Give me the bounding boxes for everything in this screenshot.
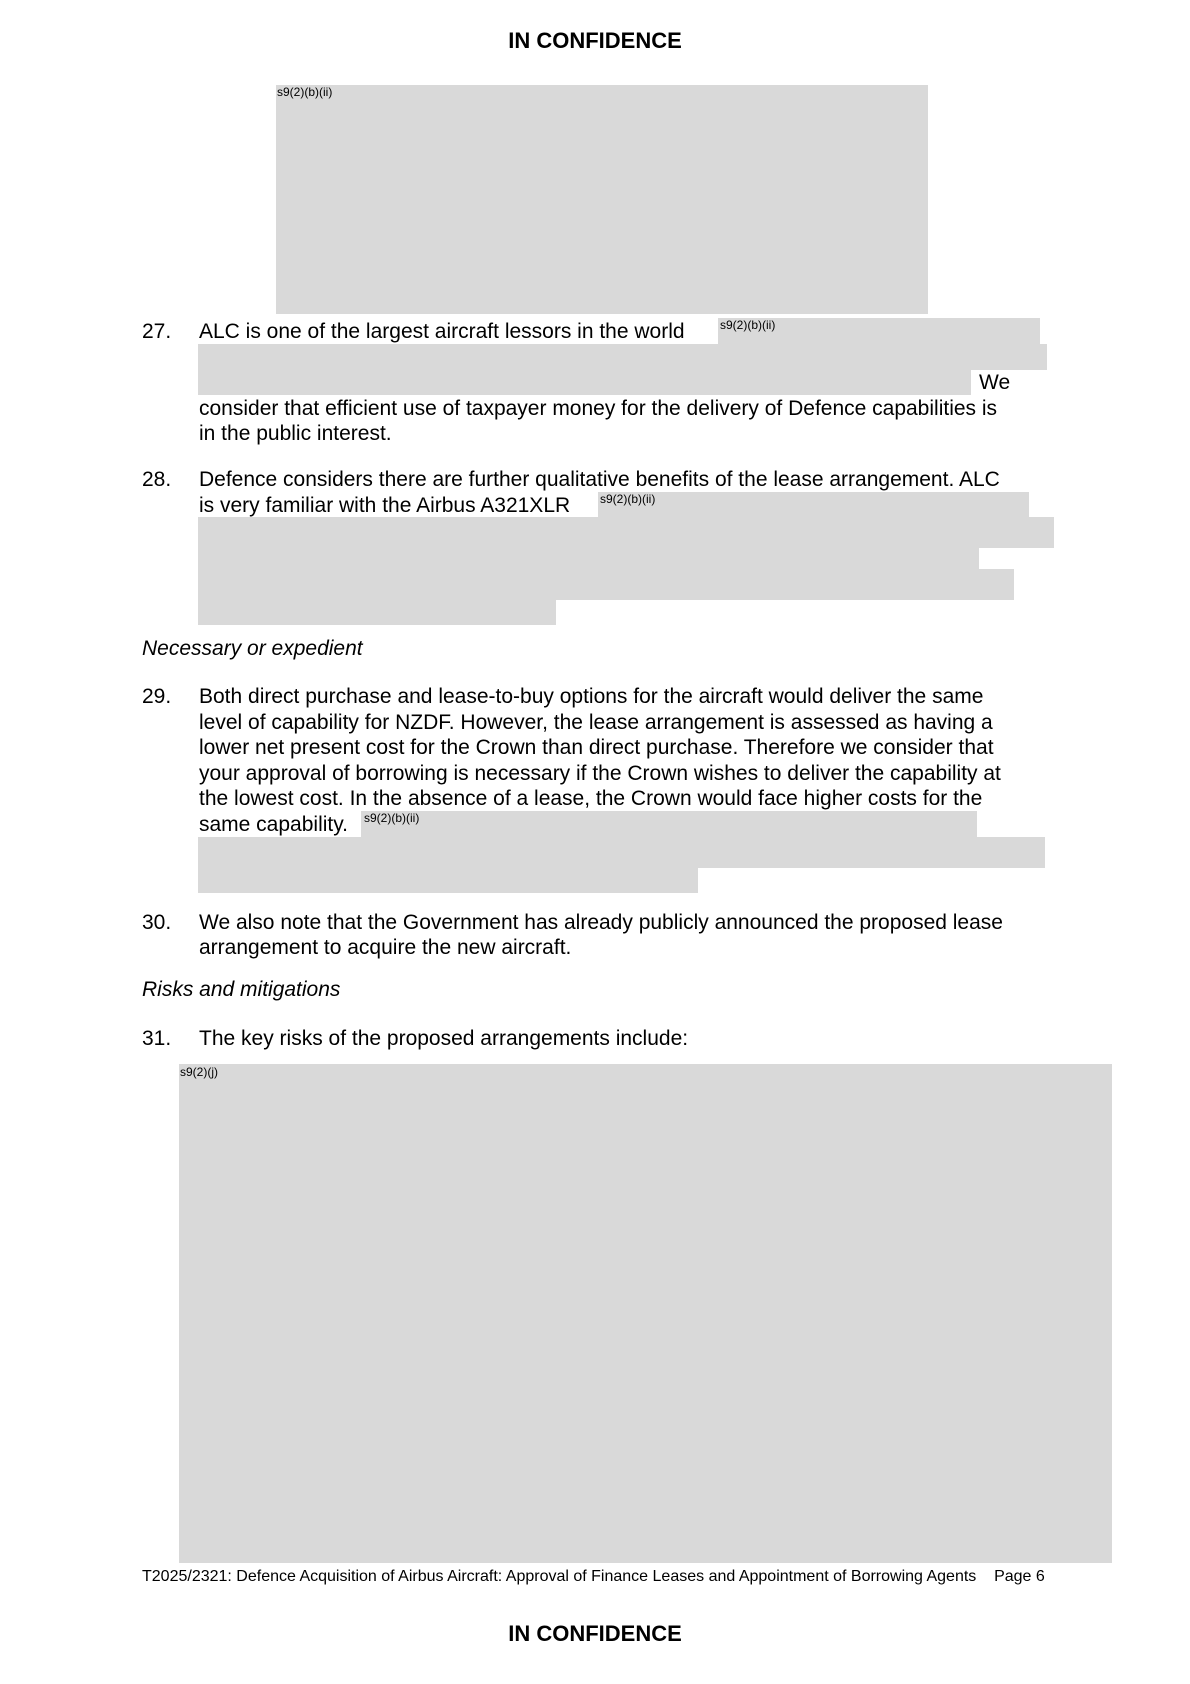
redaction-block-top [276, 85, 928, 314]
paragraph-number-28: 28. [142, 468, 172, 491]
p29-line-2: level of capability for NZDF. However, the lease arrangement is assessed as having a [199, 711, 993, 734]
redaction-p29-c [198, 868, 698, 893]
subheading-risks-and-mitigations: Risks and mitigations [142, 978, 341, 1001]
redaction-code-p31: s9(2)(j) [180, 1065, 218, 1079]
paragraph-number-31: 31. [142, 1027, 172, 1050]
footer-reference: T2025/2321: Defence Acquisition of Airbus Aircraft: Approval of Finance Leases and Appointment of Borrowing Agents [142, 1568, 977, 1585]
redaction-p28-b [198, 517, 1054, 548]
redaction-p28-d [198, 569, 1014, 600]
p29-line-5: the lowest cost. In the absence of a lease, the Crown would face higher costs for the [199, 787, 983, 810]
redaction-code-p28: s9(2)(b)(ii) [600, 492, 656, 506]
redaction-p27-c [198, 370, 971, 395]
paragraph-number-29: 29. [142, 685, 172, 708]
p29-line-4: your approval of borrowing is necessary if the Crown wishes to deliver the capability at [199, 762, 1001, 785]
p30-line-2: arrangement to acquire the new aircraft. [199, 936, 572, 959]
header-classification: IN CONFIDENCE [508, 28, 682, 53]
redaction-p29-a [361, 811, 977, 837]
redaction-block-risks [179, 1064, 1112, 1563]
p28-line-2: is very familiar with the Airbus A321XLR [199, 494, 571, 517]
redaction-p29-b [198, 837, 1045, 868]
p27-line-5: in the public interest. [199, 422, 392, 445]
paragraph-number-30: 30. [142, 911, 172, 934]
p28-line-1: Defence considers there are further qualitative benefits of the lease arrangement. ALC [199, 468, 1000, 491]
footer-page-number: Page 6 [994, 1568, 1045, 1585]
p27-line-4: consider that efficient use of taxpayer money for the delivery of Defence capabilities is [199, 397, 998, 420]
p29-line-3: lower net present cost for the Crown than direct purchase. Therefore we consider that [199, 736, 994, 759]
footer [142, 1567, 1045, 1587]
redaction-p28-a [598, 492, 1029, 517]
subheading-necessary-or-expedient: Necessary or expedient [142, 637, 363, 660]
footer-classification: IN CONFIDENCE [508, 1621, 682, 1646]
redaction-code-p29: s9(2)(b)(ii) [364, 811, 420, 825]
redaction-p27-b [198, 344, 1047, 370]
redaction-p28-c [198, 548, 979, 569]
redaction-code-p27: s9(2)(b)(ii) [720, 318, 776, 332]
redaction-p28-e [198, 600, 556, 625]
p27-line-3-tail: We [979, 371, 1011, 394]
redaction-code-top: s9(2)(b)(ii) [277, 85, 333, 99]
p29-line-6: same capability. [199, 813, 349, 836]
p30-line-1: We also note that the Government has already publicly announced the proposed lease [199, 911, 1003, 934]
p29-line-1: Both direct purchase and lease-to-buy options for the aircraft would deliver the same [199, 685, 984, 708]
p27-line-1: ALC is one of the largest aircraft lessors in the world [199, 320, 685, 343]
paragraph-number-27: 27. [142, 320, 172, 343]
p31-line-1: The key risks of the proposed arrangements include: [199, 1027, 689, 1050]
